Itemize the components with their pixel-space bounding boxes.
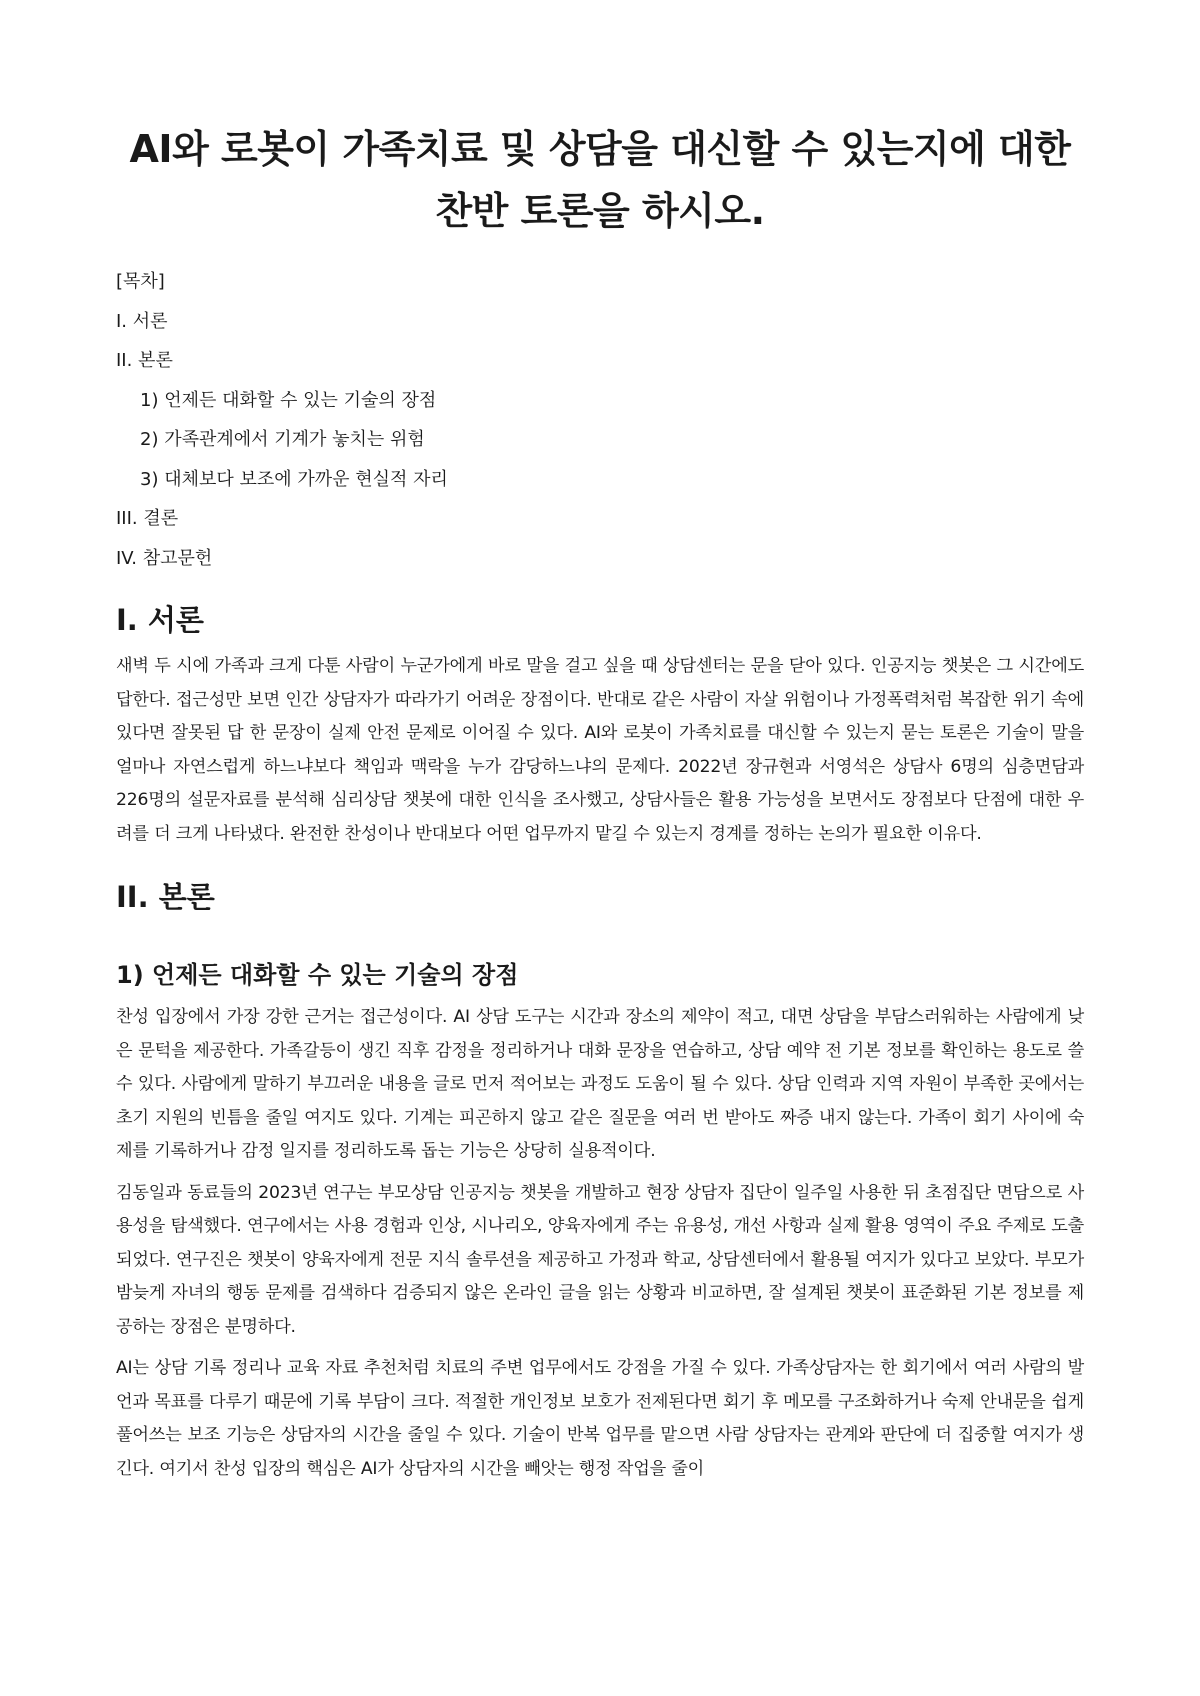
document-page bbox=[116, 0, 1084, 1494]
toc-item-references: IV. 참고문헌 bbox=[116, 547, 213, 569]
toc-item-body-3: 3) 대체보다 보조에 가까운 현실적 자리 bbox=[140, 468, 448, 490]
toc-item-conclusion: III. 결론 bbox=[116, 508, 179, 529]
toc-item-body-2: 2) 가족관계에서 기계가 놓치는 위험 bbox=[140, 429, 425, 450]
toc-item-body: II. 본론 bbox=[116, 350, 173, 371]
table-of-contents bbox=[116, 262, 1084, 578]
intro-heading: I. 서론 bbox=[116, 603, 204, 637]
body-subsection-1-heading: 1) 언제든 대화할 수 있는 기술의 장점 bbox=[116, 961, 519, 989]
body-subsection-1-paragraph-2: 김동일과 동료들의 2023년 연구는 부모상담 인공지능 챗봇을 개발하고 현장 상담자 집단이 일주일 사용한 뒤 초점집단 면담으로 사용성을 탐색했다. 연구에서는 사용 경험과 인상, 시나리오, 양육자에게 주는 유용성, 개선 사항과 실제 활용 영역이 주요 주제로 도출되었다. 연구진은 챗봇이 양육자에게 전문 지식 솔루션을 제공하고 가정과 학교, 상담센터에서 활용될 여지가 있다고 보았다. 부모가 밤늦게 자녀의 행동 문제를 검색하다 검증되지 않은 온라인 글을 읽는 상황과 비교하면, 잘 설계된 챗봇이 표준화된 기본 정보를 제공하는 장점은 분명하다. bbox=[116, 1182, 1084, 1337]
body-heading: II. 본론 bbox=[116, 880, 215, 914]
toc-item-intro: I. 서론 bbox=[116, 310, 168, 332]
body-subsection-1-paragraph-3: AI는 상담 기록 정리나 교육 자료 추천처럼 치료의 주변 업무에서도 강점을 가질 수 있다. 가족상담자는 한 회기에서 여러 사람의 발언과 목표를 다루기 때문에 기록 부담이 크다. 적절한 개인정보 보호가 전제된다면 회기 후 메모를 구조화하거나 숙제 안내문을 쉽게 풀어쓰는 보조 기능은 상담자의 시간을 줄일 수 있다. 기술이 반복 업무를 맡으면 사람 상담자는 관계와 판단에 더 집중할 여지가 생긴다. 여기서 찬성 입장의 핵심은 AI가 상담자의 시간을 빼앗는 행정 작업을 줄이 bbox=[116, 1358, 1084, 1479]
toc-item-body-1: 1) 언제든 대화할 수 있는 기술의 장점 bbox=[140, 389, 437, 411]
body-subsection-1-paragraph-1: 찬성 입장에서 가장 강한 근거는 접근성이다. AI 상담 도구는 시간과 장소의 제약이 적고, 대면 상담을 부담스러워하는 사람에게 낮은 문턱을 제공한다. 가족갈등이 생긴 직후 감정을 정리하거나 대화 문장을 연습하고, 상담 예약 전 기본 정보를 확인하는 용도로 쓸 수 있다. 사람에게 말하기 부끄러운 내용을 글로 먼저 적어보는 과정도 도움이 될 수 있다. 상담 인력과 지역 자원이 부족한 곳에서는 초기 지원의 빈틈을 줄일 여지도 있다. 기계는 피곤하지 않고 같은 질문을 여러 번 받아도 짜증 내지 않는다. 가족이 회기 사이에 숙제를 기록하거나 감정 일지를 정리하도록 돕는 기능은 상당히 실용적이다. bbox=[116, 1007, 1084, 1161]
document-title: AI와 로봇이 가족치료 및 상담을 대신할 수 있는지에 대한 찬반 토론을 하시오. bbox=[129, 127, 1071, 233]
toc-heading: [목차] bbox=[116, 271, 165, 292]
intro-paragraph: 새벽 두 시에 가족과 크게 다툰 사람이 누군가에게 바로 말을 걸고 싶을 때 상담센터는 문을 닫아 있다. 인공지능 챗봇은 그 시간에도 답한다. 접근성만 보면 인간 상담자가 따라가기 어려운 장점이다. 반대로 같은 사람이 자살 위험이나 가정폭력처럼 복잡한 위기 속에 있다면 잘못된 답 한 문장이 실제 안전 문제로 이어질 수 있다. AI와 로봇이 가족치료를 대신할 수 있는지 묻는 토론은 기술이 말을 얼마나 자연스럽게 하느냐보다 책임과 맥락을 누가 감당하느냐의 문제다. 2022년 장규현과 서영석은 상담사 6명의 심층면담과 226명의 설문자료를 분석해 심리상담 챗봇에 대한 인식을 조사했고, 상담사들은 활용 가능성을 보면서도 장점보다 단점에 대한 우려를 더 크게 나타냈다. 완전한 찬성이나 반대보다 어떤 업무까지 맡길 수 있는지 경계를 정하는 논의가 필요한 이유다. bbox=[116, 656, 1084, 844]
